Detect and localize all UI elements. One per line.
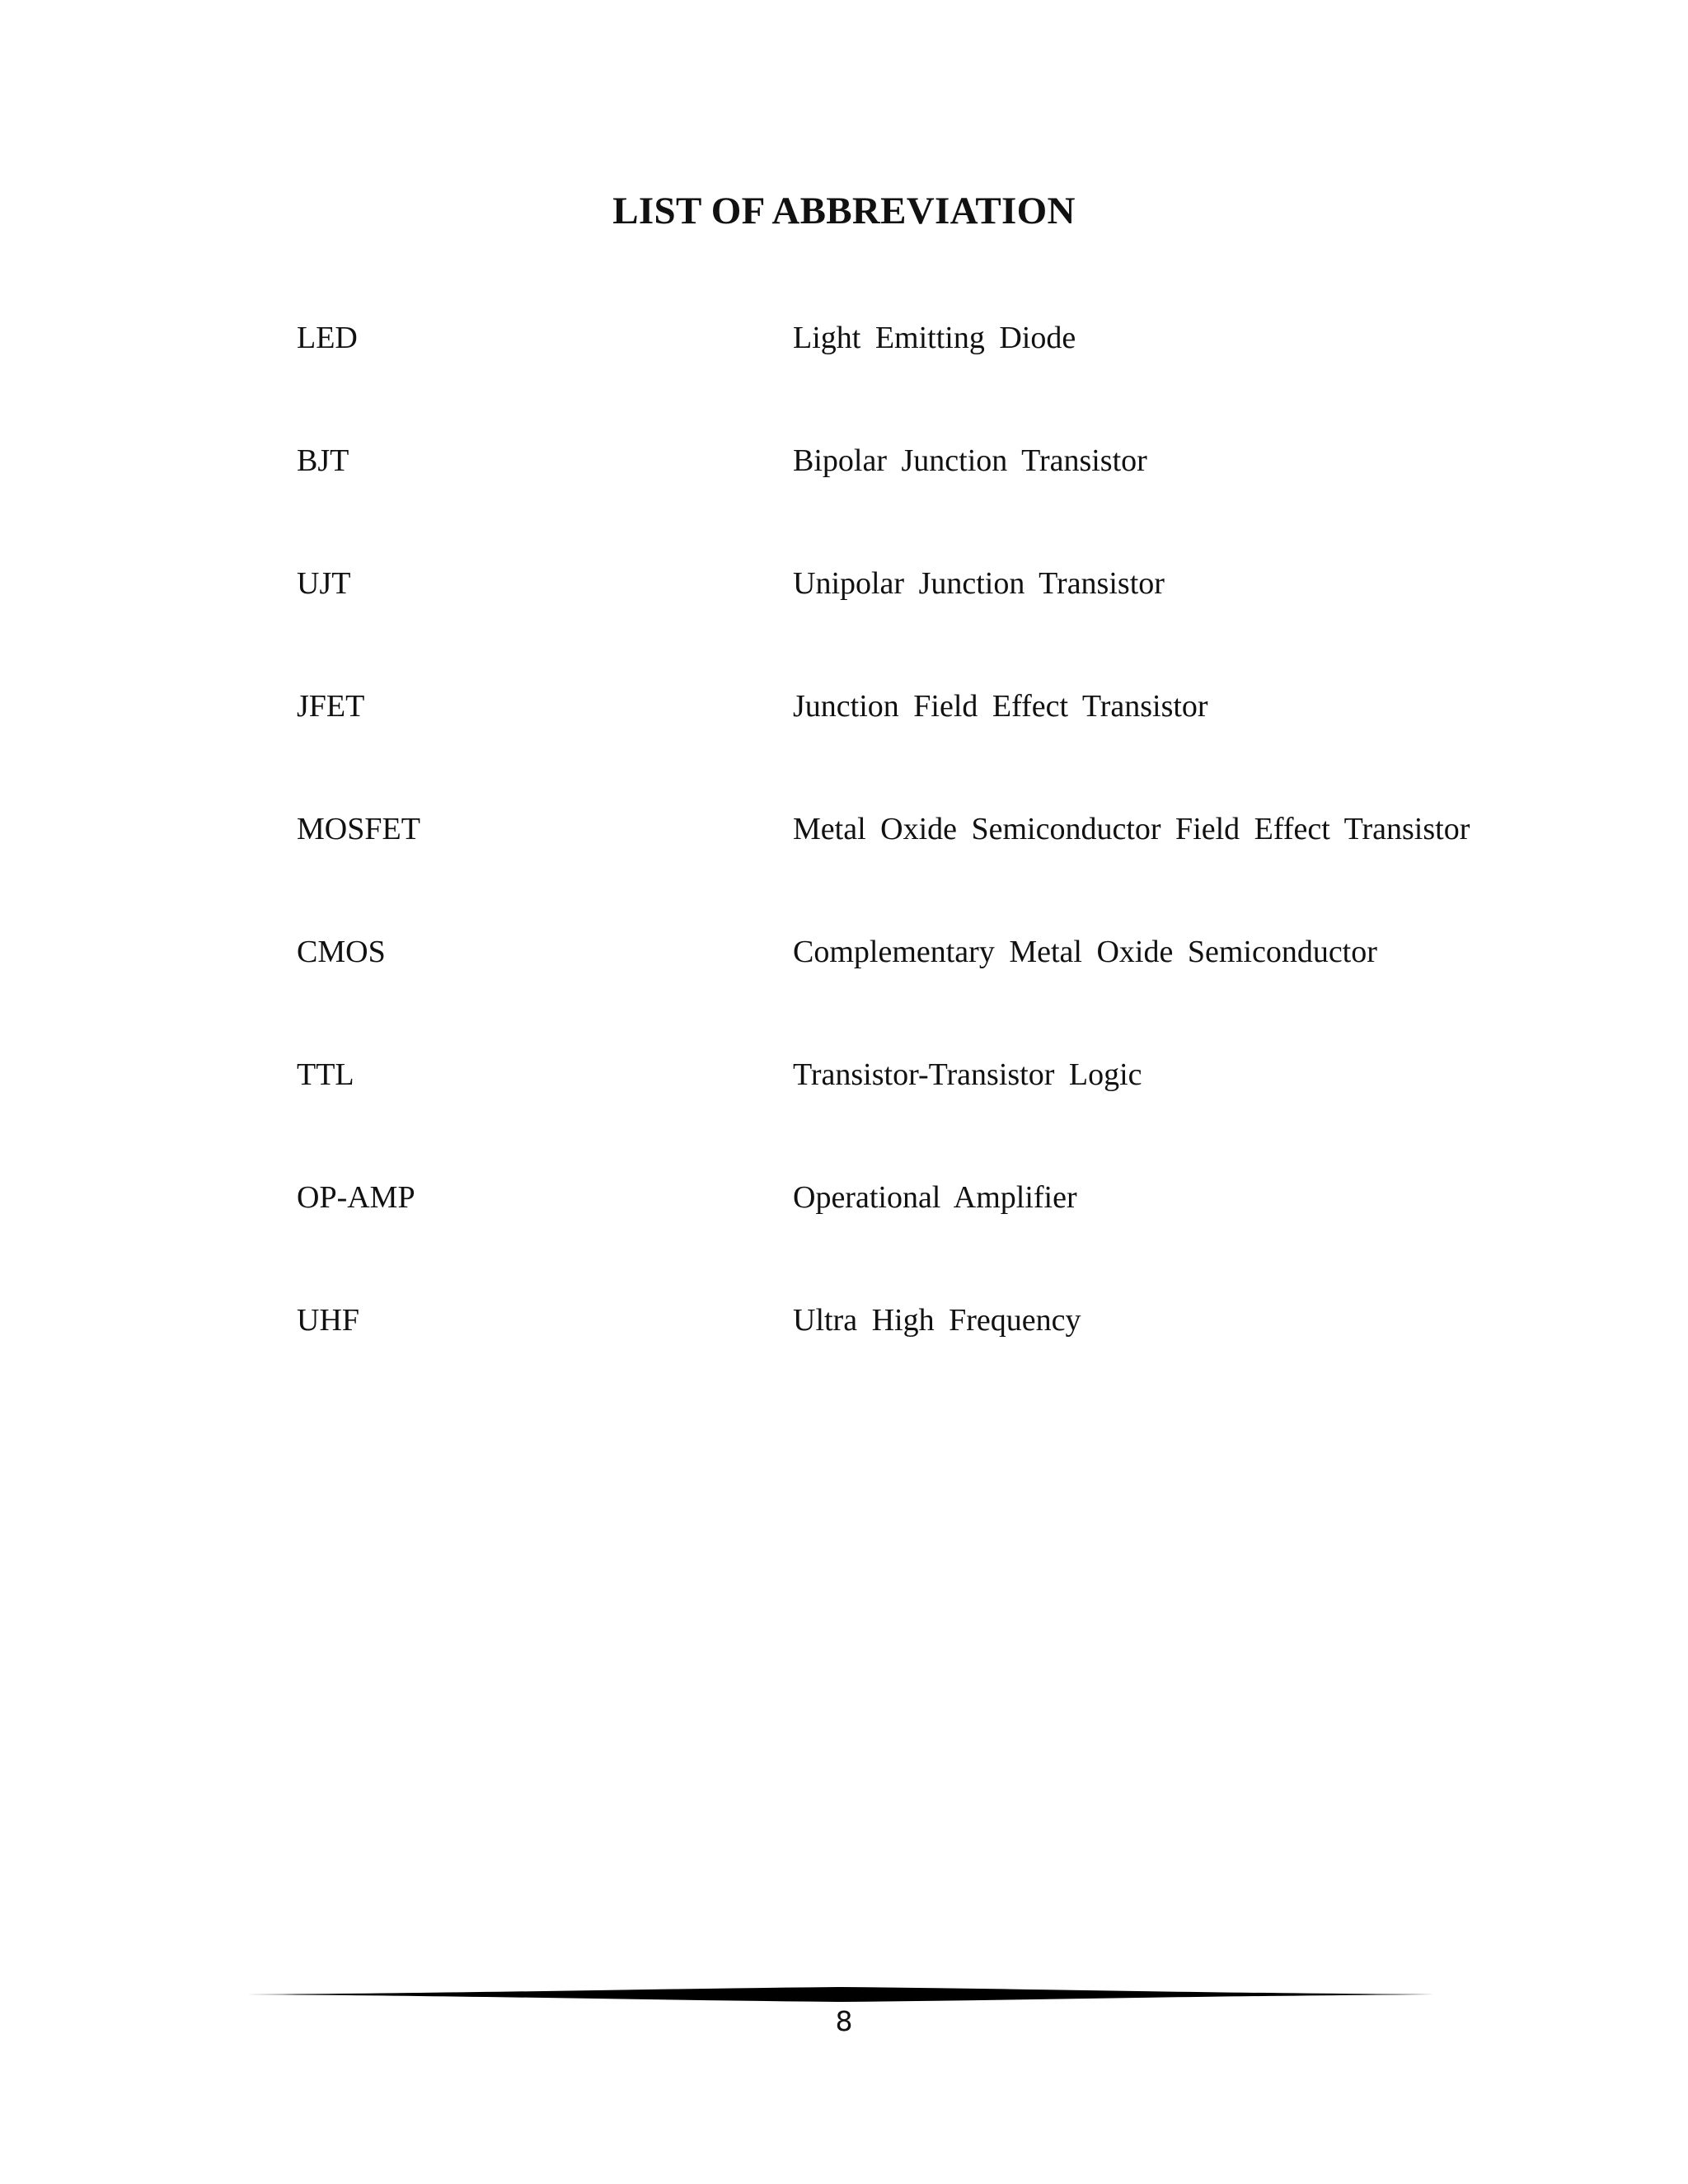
abbreviation-definition: Light Emitting Diode — [793, 321, 1076, 355]
abbreviation-row — [0, 313, 1688, 436]
abbreviation-term: UHF — [297, 1303, 360, 1338]
page-number: 8 — [835, 2005, 853, 2037]
abbreviation-term: OP-AMP — [297, 1180, 415, 1215]
abbreviation-definition: Ultra High Frequency — [793, 1303, 1081, 1338]
abbreviation-row — [0, 1296, 1688, 1418]
abbreviation-row — [0, 1050, 1688, 1173]
abbreviation-definition: Junction Field Effect Transistor — [793, 689, 1208, 724]
abbreviation-term: LED — [297, 321, 358, 355]
abbreviation-term: UJT — [297, 566, 351, 601]
abbreviation-definition: Operational Amplifier — [793, 1180, 1077, 1215]
abbreviation-definition: Transistor-Transistor Logic — [793, 1057, 1142, 1092]
abbreviation-definition: Unipolar Junction Transistor — [793, 566, 1165, 601]
abbreviation-definition: Bipolar Junction Transistor — [793, 443, 1147, 478]
abbreviation-list — [0, 313, 1688, 1418]
footer-divider — [247, 1985, 1434, 2004]
abbreviation-row — [0, 559, 1688, 682]
abbreviation-term: TTL — [297, 1057, 354, 1092]
abbreviation-row — [0, 1173, 1688, 1296]
abbreviation-row — [0, 927, 1688, 1050]
abbreviation-definition: Metal Oxide Semiconductor Field Effect Transistor — [793, 812, 1470, 846]
abbreviation-row — [0, 682, 1688, 804]
abbreviation-term: CMOS — [297, 935, 386, 969]
abbreviation-definition: Complementary Metal Oxide Semiconductor — [793, 935, 1377, 969]
abbreviation-row — [0, 804, 1688, 927]
page-title: LIST OF ABBREVIATION — [612, 190, 1076, 232]
abbreviation-row — [0, 436, 1688, 559]
abbreviation-term: JFET — [297, 689, 365, 724]
abbreviation-term: BJT — [297, 443, 349, 478]
abbreviation-term: MOSFET — [297, 812, 420, 846]
